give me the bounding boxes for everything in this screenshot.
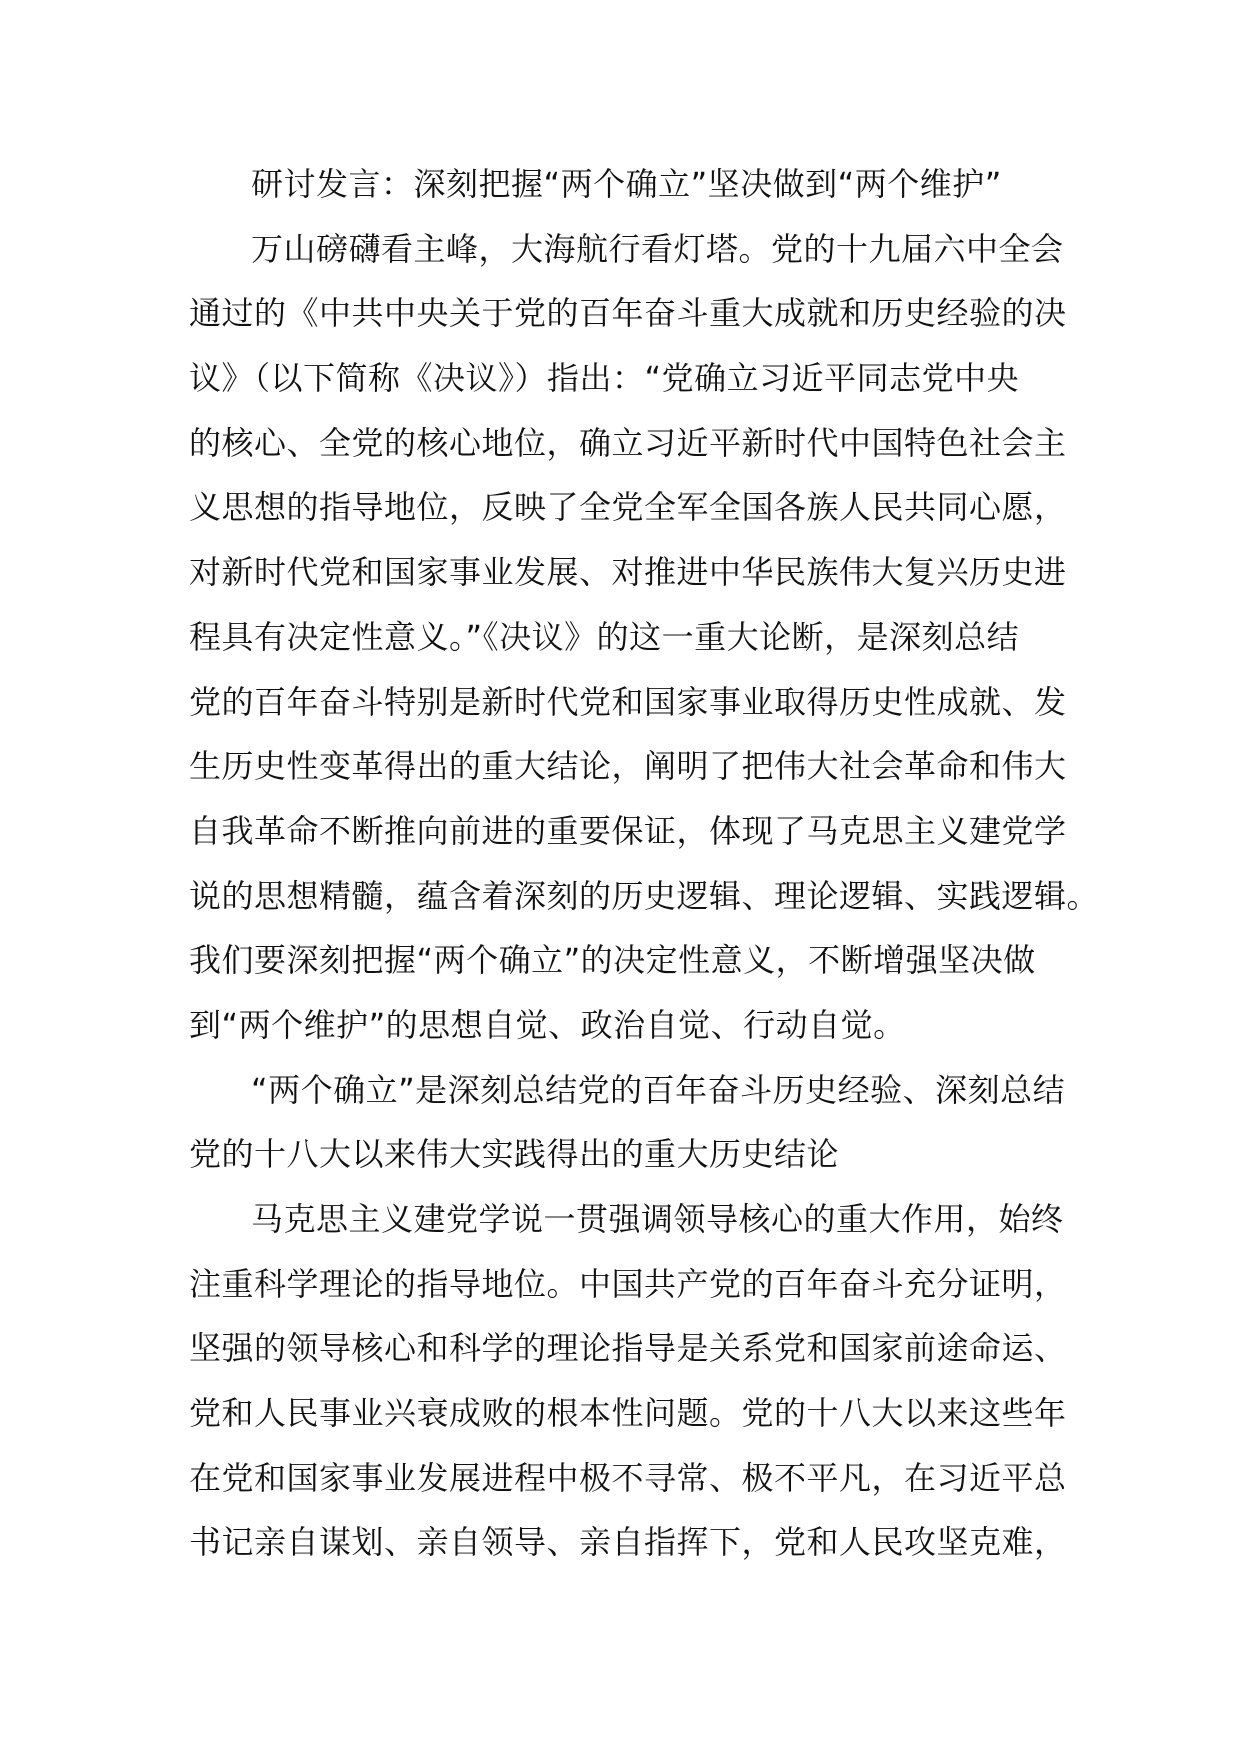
document-title: 研讨发言：深刻把握“两个确立”坚决做到“两个维护” <box>251 165 1002 203</box>
paragraph-line: 马克思主义建党学说一贯强调领导核心的重大作用，始终 <box>251 1200 1064 1238</box>
paragraph-2 <box>189 1187 1069 1575</box>
paragraph-line: 坚强的领导核心和科学的理论指导是关系党和国家前途命运、 <box>189 1329 1067 1368</box>
paragraph-line: 自我革命不断推向前进的重要保证，体现了马克思主义建党学 <box>189 811 1067 850</box>
paragraph-line: 义思想的指导地位，反映了全党全军全国各族人民共同心愿， <box>189 488 1067 527</box>
paragraph-line: 在党和国家事业发展进程中极不寻常、极不平凡，在习近平总 <box>189 1458 1067 1497</box>
paragraph-line: 的核心、全党的核心地位，确立习近平新时代中国特色社会主 <box>189 423 1067 462</box>
document-body <box>189 152 1100 1575</box>
paragraph-line: 注重科学理论的指导地位。中国共产党的百年奋斗充分证明， <box>189 1264 1067 1303</box>
paragraph-line: 生历史性变革得出的重大结论，阐明了把伟大社会革命和伟大 <box>189 747 1067 786</box>
paragraph-line: 程具有决定性意义。”《决议》的这一重大论断，是深刻总结 <box>189 617 1020 656</box>
paragraph-line: 通过的《中共中央关于党的百年奋斗重大成就和历史经验的决 <box>189 294 1067 333</box>
paragraph-line: 万山磅礴看主峰，大海航行看灯塔。党的十九届六中全会 <box>251 229 1064 268</box>
paragraph-1 <box>189 217 1100 1058</box>
section-heading-line: 党的十八大以来伟大实践得出的重大历史结论 <box>189 1135 840 1174</box>
paragraph-line: 对新时代党和国家事业发展、对推进中华民族伟大复兴历史进 <box>189 553 1067 592</box>
paragraph-line: 议》（以下简称《决议》）指出：“党确立习近平同志党中央 <box>189 359 1020 398</box>
paragraph-line: 到“两个维护”的思想自觉、政治自觉、行动自觉。 <box>189 1005 906 1044</box>
section-heading-line: “两个确立”是深刻总结党的百年奋斗历史经验、深刻总结 <box>251 1070 1066 1109</box>
paragraph-line: 党和人民事业兴衰成败的根本性问题。党的十八大以来这些年 <box>189 1394 1067 1433</box>
paragraph-line: 书记亲自谋划、亲自领导、亲自指挥下，党和人民攻坚克难， <box>189 1523 1067 1562</box>
section-heading <box>189 1058 1069 1187</box>
paragraph-line: 我们要深刻把握“两个确立”的决定性意义，不断增强坚决做 <box>189 941 1036 980</box>
paragraph-line: 党的百年奋斗特别是新时代党和国家事业取得历史性成就、发 <box>189 682 1067 721</box>
paragraph-line: 说的思想精髓，蕴含着深刻的历史逻辑、理论逻辑、实践逻辑。 <box>189 876 1100 915</box>
